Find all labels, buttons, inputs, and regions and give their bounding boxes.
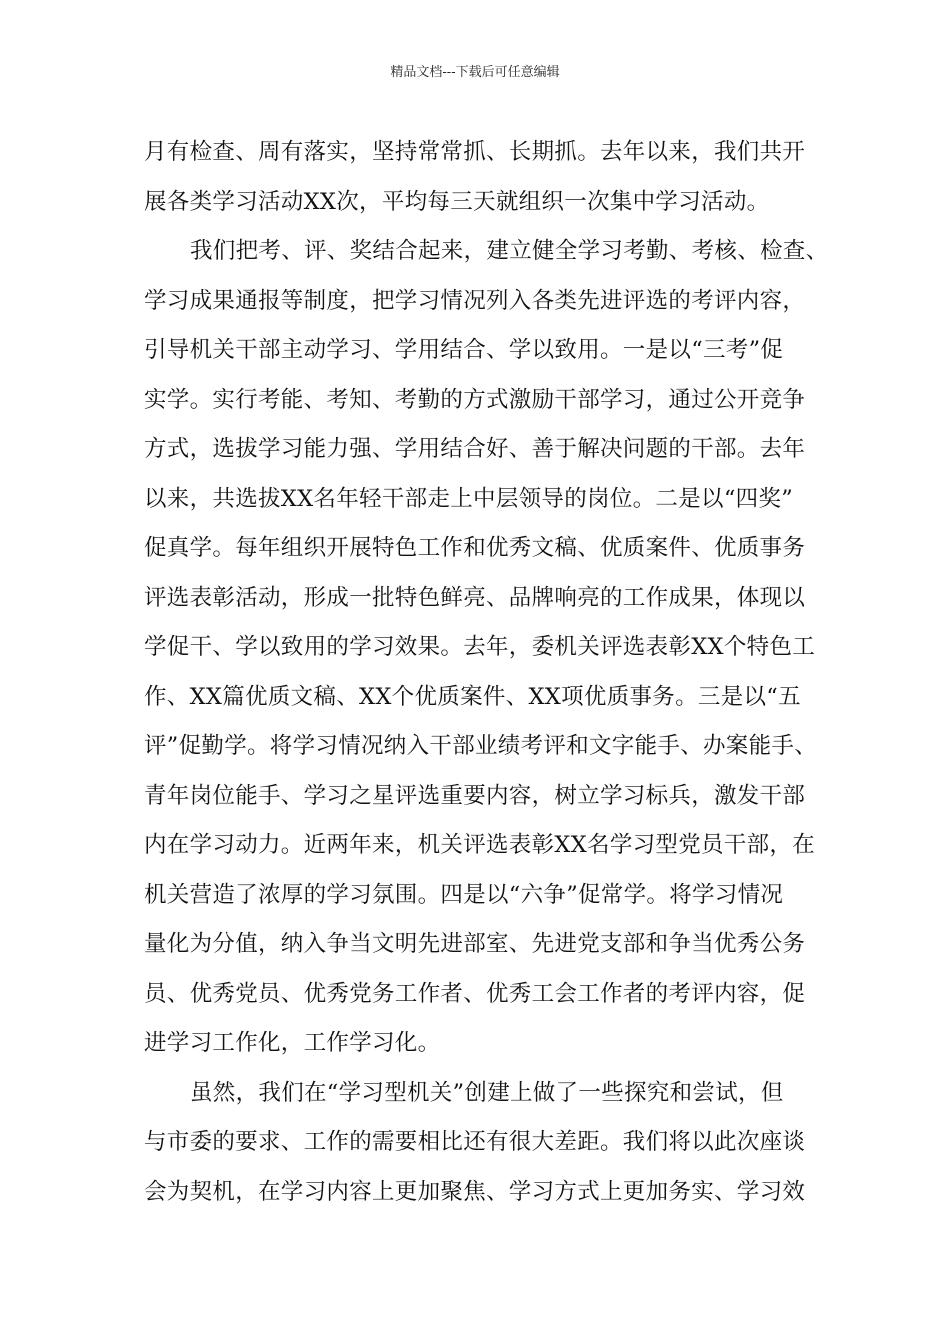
paragraph-start-line: 虽然，我们在“学习型机关”创建上做了一些探究和尝试，但 <box>190 1079 784 1106</box>
text-line: 引导机关干部主动学习、学用结合、学以致用。一是以“三考”促 <box>144 337 784 363</box>
document-body <box>144 128 834 1217</box>
text-line: 评选表彰活动，形成一批特色鲜亮、品牌响亮的工作成果，体现以 <box>144 584 806 611</box>
page-header: 精品文档---下载后可任意编辑 <box>390 65 560 80</box>
text-line: 促真学。每年组织开展特色工作和优秀文稿、优质案件、优质事务 <box>144 535 806 561</box>
text-line: 学促干、学以致用的学习效果。去年，委机关评选表彰XX个特色工 <box>144 634 816 660</box>
text-line: 月有检查、周有落实，坚持常常抓、长期抓。去年以来，我们共开 <box>144 139 806 165</box>
text-line: 内在学习动力。近两年来，机关评选表彰XX名学习型党员干部，在 <box>144 832 816 858</box>
text-line: 学习成果通报等制度，把学习情况列入各类先进评选的考评内容， <box>144 287 806 314</box>
text-line: 方式，选拔学习能力强、学用结合好、善于解决问题的干部。去年 <box>144 436 806 462</box>
text-line: 会为契机，在学习内容上更加聚焦、学习方式上更加务实、学习效 <box>144 1178 806 1205</box>
text-line: 展各类学习活动XX次，平均每三天就组织一次集中学习活动。 <box>144 188 770 215</box>
text-line: 量化为分值，纳入争当文明先进部室、先进党支部和争当优秀公务 <box>144 931 806 957</box>
text-line: 实学。实行考能、考知、考勤的方式激励干部学习，通过公开竞争 <box>144 386 806 413</box>
text-line: 青年岗位能手、学习之星评选重要内容，树立学习标兵，激发干部 <box>144 782 806 809</box>
text-line: 作、XX篇优质文稿、XX个优质案件、XX项优质事务。三是以“五 <box>144 683 801 710</box>
text-line: 进学习工作化，工作学习化。 <box>144 1030 441 1056</box>
paragraph-start-line: 我们把考、评、奖结合起来，建立健全学习考勤、考核、检查、 <box>190 238 829 264</box>
text-line: 机关营造了浓厚的学习氛围。四是以“六争”促常学。将学习情况 <box>144 881 784 908</box>
text-line: 评”促勤学。将学习情况纳入干部业绩考评和文字能手、办案能手、 <box>144 733 818 759</box>
text-line: 与市委的要求、工作的需要相比还有很大差距。我们将以此次座谈 <box>144 1129 806 1155</box>
text-line: 员、优秀党员、优秀党务工作者、优秀工会工作者的考评内容，促 <box>144 980 806 1007</box>
text-line: 以来，共选拔XX名年轻干部走上中层领导的岗位。二是以“四奖” <box>144 485 794 512</box>
